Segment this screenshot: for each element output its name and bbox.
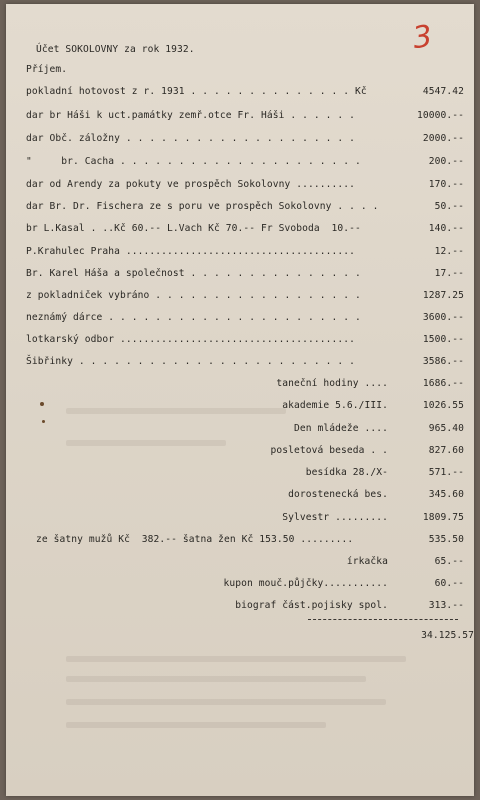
- entry-label: posletová beseda . .: [270, 445, 388, 456]
- entry-label: Sylvestr .........: [282, 512, 388, 523]
- entry-label: dar Br. Dr. Fischera ze s poru ve prospěch Sokolovny . . . .: [26, 201, 379, 212]
- bleed-through: [66, 722, 326, 728]
- entry-amount: 50.--: [434, 201, 464, 212]
- entry-label: taneční hodiny ....: [276, 378, 388, 389]
- entry-amount: 1500.--: [422, 334, 464, 345]
- entry-label: neznámý dárce . . . . . . . . . . . . . . . . . . . . . .: [26, 312, 361, 323]
- entry-label: Br. Karel Háša a společnost . . . . . . . . . . . . . . .: [26, 268, 361, 279]
- page-number: 3: [410, 18, 435, 57]
- entry-label: kupon mouč.půjčky...........: [223, 578, 388, 589]
- bleed-through: [66, 408, 286, 414]
- entry-amount: 4547.42: [422, 86, 464, 97]
- section-heading: Příjem.: [26, 64, 68, 75]
- entry-label: lotkarský odbor ........................................: [26, 334, 356, 345]
- entry-amount: 571.--: [428, 467, 464, 478]
- entry-label: Den mládeže ....: [293, 423, 388, 434]
- entry-amount: 965.40: [428, 423, 464, 434]
- entry-amount: 12.--: [434, 246, 464, 257]
- entry-label: írkačka: [346, 556, 388, 567]
- entry-amount: 1809.75: [422, 512, 464, 523]
- document-sheet: [6, 4, 474, 796]
- entry-amount: 1686.--: [422, 378, 464, 389]
- entry-amount: 17.--: [434, 268, 464, 279]
- entry-label: z pokladniček vybráno . . . . . . . . . . . . . . . . . .: [26, 290, 361, 301]
- entry-label: Šibřinky . . . . . . . . . . . . . . . . . . . . . . . .: [26, 356, 356, 367]
- entry-amount: 2000.--: [422, 133, 464, 144]
- entry-amount: 827.60: [428, 445, 464, 456]
- entry-label: dar od Arendy za pokuty ve prospěch Sokolovny ..........: [26, 179, 356, 190]
- entry-amount: 65.--: [434, 556, 464, 567]
- stain-mark: [42, 420, 45, 423]
- entry-label: dar br Háši k uct.památky zemř.otce Fr. Háši . . . . . .: [26, 110, 356, 121]
- document-title: Účet SOKOLOVNY za rok 1932.: [36, 44, 195, 55]
- entry-amount: 313.--: [428, 600, 464, 611]
- entry-label: ze šatny mužů Kč 382.-- šatna žen Kč 153.50 .........: [36, 534, 354, 545]
- entry-amount: 1287.25: [422, 290, 464, 301]
- entry-label: P.Krahulec Praha .......................................: [26, 246, 356, 257]
- entry-amount: 3586.--: [422, 356, 464, 367]
- bleed-through: [66, 676, 366, 682]
- entry-label: biograf část.pojisky spol.: [235, 600, 388, 611]
- entry-amount: 200.--: [428, 156, 464, 167]
- entry-label: dar Obč. záložny . . . . . . . . . . . . . . . . . . . .: [26, 133, 356, 144]
- entry-label: pokladní hotovost z r. 1931 . . . . . . . . . . . . . . Kč: [26, 86, 367, 97]
- entry-amount: 60.--: [434, 578, 464, 589]
- entry-label: besídka 28./X-: [305, 467, 388, 478]
- entry-label: dorostenecká bes.: [288, 489, 388, 500]
- entry-label: " br. Cacha . . . . . . . . . . . . . . . . . . . . .: [26, 156, 361, 167]
- bleed-through: [66, 699, 386, 705]
- stain-mark: [40, 402, 44, 406]
- entry-amount: 10000.--: [416, 110, 464, 121]
- entry-amount: 3600.--: [422, 312, 464, 323]
- bleed-through: [66, 440, 226, 446]
- entry-amount: 140.--: [428, 223, 464, 234]
- entry-amount: 345.60: [428, 489, 464, 500]
- entry-amount: 1026.55: [422, 400, 464, 411]
- sum-rule: [308, 619, 458, 620]
- bleed-through: [66, 656, 406, 662]
- entry-amount: 170.--: [428, 179, 464, 190]
- entry-label: akademie 5.6./III.: [282, 400, 388, 411]
- total-amount: 34.125.57: [421, 630, 474, 641]
- entry-label: br L.Kasal . ..Kč 60.-- L.Vach Kč 70.-- Fr Svoboda 10.--: [26, 223, 361, 234]
- entry-amount: 535.50: [428, 534, 464, 545]
